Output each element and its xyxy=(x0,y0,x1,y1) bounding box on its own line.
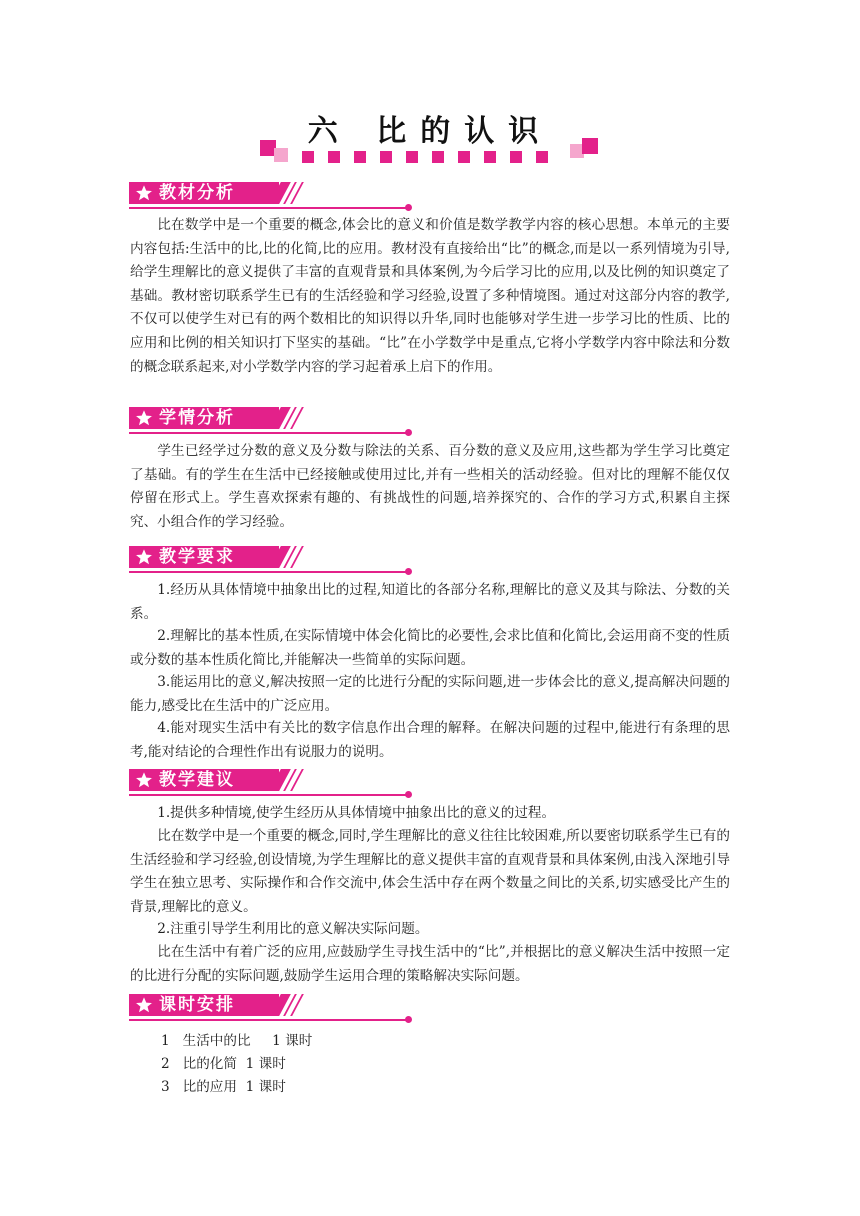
section-title: 教学要求 xyxy=(159,547,235,567)
section-header-keshi xyxy=(129,990,419,1024)
section-header-jianyi xyxy=(129,765,419,799)
paragraph: 2.注重引导学生利用比的意义解决实际问题。 xyxy=(157,921,429,937)
paragraph: 2.理解比的基本性质,在实际情境中体会化简比的必要性,会求比值和化简比,会运用商不变的性质或分数的基本性质化简比,并能解决一些简单的实际问题。 xyxy=(130,628,730,668)
paragraph: 学生已经学过分数的意义及分数与除法的关系、百分数的意义及应用,这些都为学生学习比奠定了基础。有的学生在生活中已经接触或使用过比,并有一些相关的活动经验。但对比的理解不能仅仅停留在形式上。学生喜欢探索有趣的、有挑战性的问题,培养探究的、合作的学习方式,积累自主探究、小组合作的学习经验。 xyxy=(130,443,730,530)
section-title: 课时安排 xyxy=(159,995,235,1015)
section-header-yaoqiu xyxy=(129,542,419,576)
paragraph: 比在生活中有着广泛的应用,应鼓励学生寻找生活中的“比”,并根据比的意义解决生活中按照一定的比进行分配的实际问题,鼓励学生运用合理的策略解决实际问题。 xyxy=(130,944,730,984)
paragraph: 1.经历从具体情境中抽象出比的过程,知道比的各部分名称,理解比的意义及其与除法、分数的关系。 xyxy=(130,582,730,622)
paragraph: 3.能运用比的意义,解决按照一定的比进行分配的实际问题,进一步体会比的意义,提高解决问题的能力,感受比在生活中的广泛应用。 xyxy=(130,674,730,714)
paragraph: 比在数学中是一个重要的概念,同时,学生理解比的意义往往比较困难,所以要密切联系学生已有的生活经验和学习经验,创设情境,为学生理解比的意义提供丰富的直观背景和具体案例,由浅入深地引导学生在独立思考、实际操作和合作交流中,体会生活中存在两个数量之间比的关系,切实感受比产生的背景,理解比的意义。 xyxy=(130,828,730,915)
paragraph: 1.提供多种情境,使学生经历从具体情境中抽象出比的意义的过程。 xyxy=(157,805,556,821)
title-decoration xyxy=(258,136,602,170)
section-title: 学情分析 xyxy=(159,408,235,428)
section-header-xueqing xyxy=(129,403,419,437)
list-item: 1 生活中的比 1 课时 xyxy=(161,1033,313,1049)
star-icon xyxy=(134,995,154,1015)
list-item: 3 比的应用 1 课时 xyxy=(161,1079,286,1095)
star-icon xyxy=(134,183,154,203)
section-title: 教材分析 xyxy=(159,183,235,203)
star-icon xyxy=(134,770,154,790)
paragraph: 4.能对现实生活中有关比的数字信息作出合理的解释。在解决问题的过程中,能进行有条理的思考,能对结论的合理性作出有说服力的说明。 xyxy=(130,720,730,760)
section-title: 教学建议 xyxy=(159,770,235,790)
star-icon xyxy=(134,408,154,428)
paragraph: 比在数学中是一个重要的概念,体会比的意义和价值是数学教学内容的核心思想。本单元的主要内容包括:生活中的比,比的化简,比的应用。教材没有直接给出“比”的概念,而是以一系列情境为引导,给学生理解比的意义提供了丰富的直观背景和具体案例,为今后学习比的应用,以及比例的知识奠定了基础。教材密切联系学生已有的生活经验和学习经验,设置了多种情境图。通过对这部分内容的教学,不仅可以使学生对已有的两个数相比的知识得以升华,同时也能够对学生进一步学习比的性质、比的应用和比例的相关知识打下坚实的基础。“比”在小学数学中是重点,它将小学数学内容中除法和分数的概念联系起来,对小学数学内容的学习起着承上启下的作用。 xyxy=(130,217,730,375)
star-icon xyxy=(134,547,154,567)
page-title: 六 比的认识 xyxy=(307,114,553,149)
section-header-jiaocai xyxy=(129,178,419,212)
list-item: 2 比的化简 1 课时 xyxy=(161,1056,286,1072)
